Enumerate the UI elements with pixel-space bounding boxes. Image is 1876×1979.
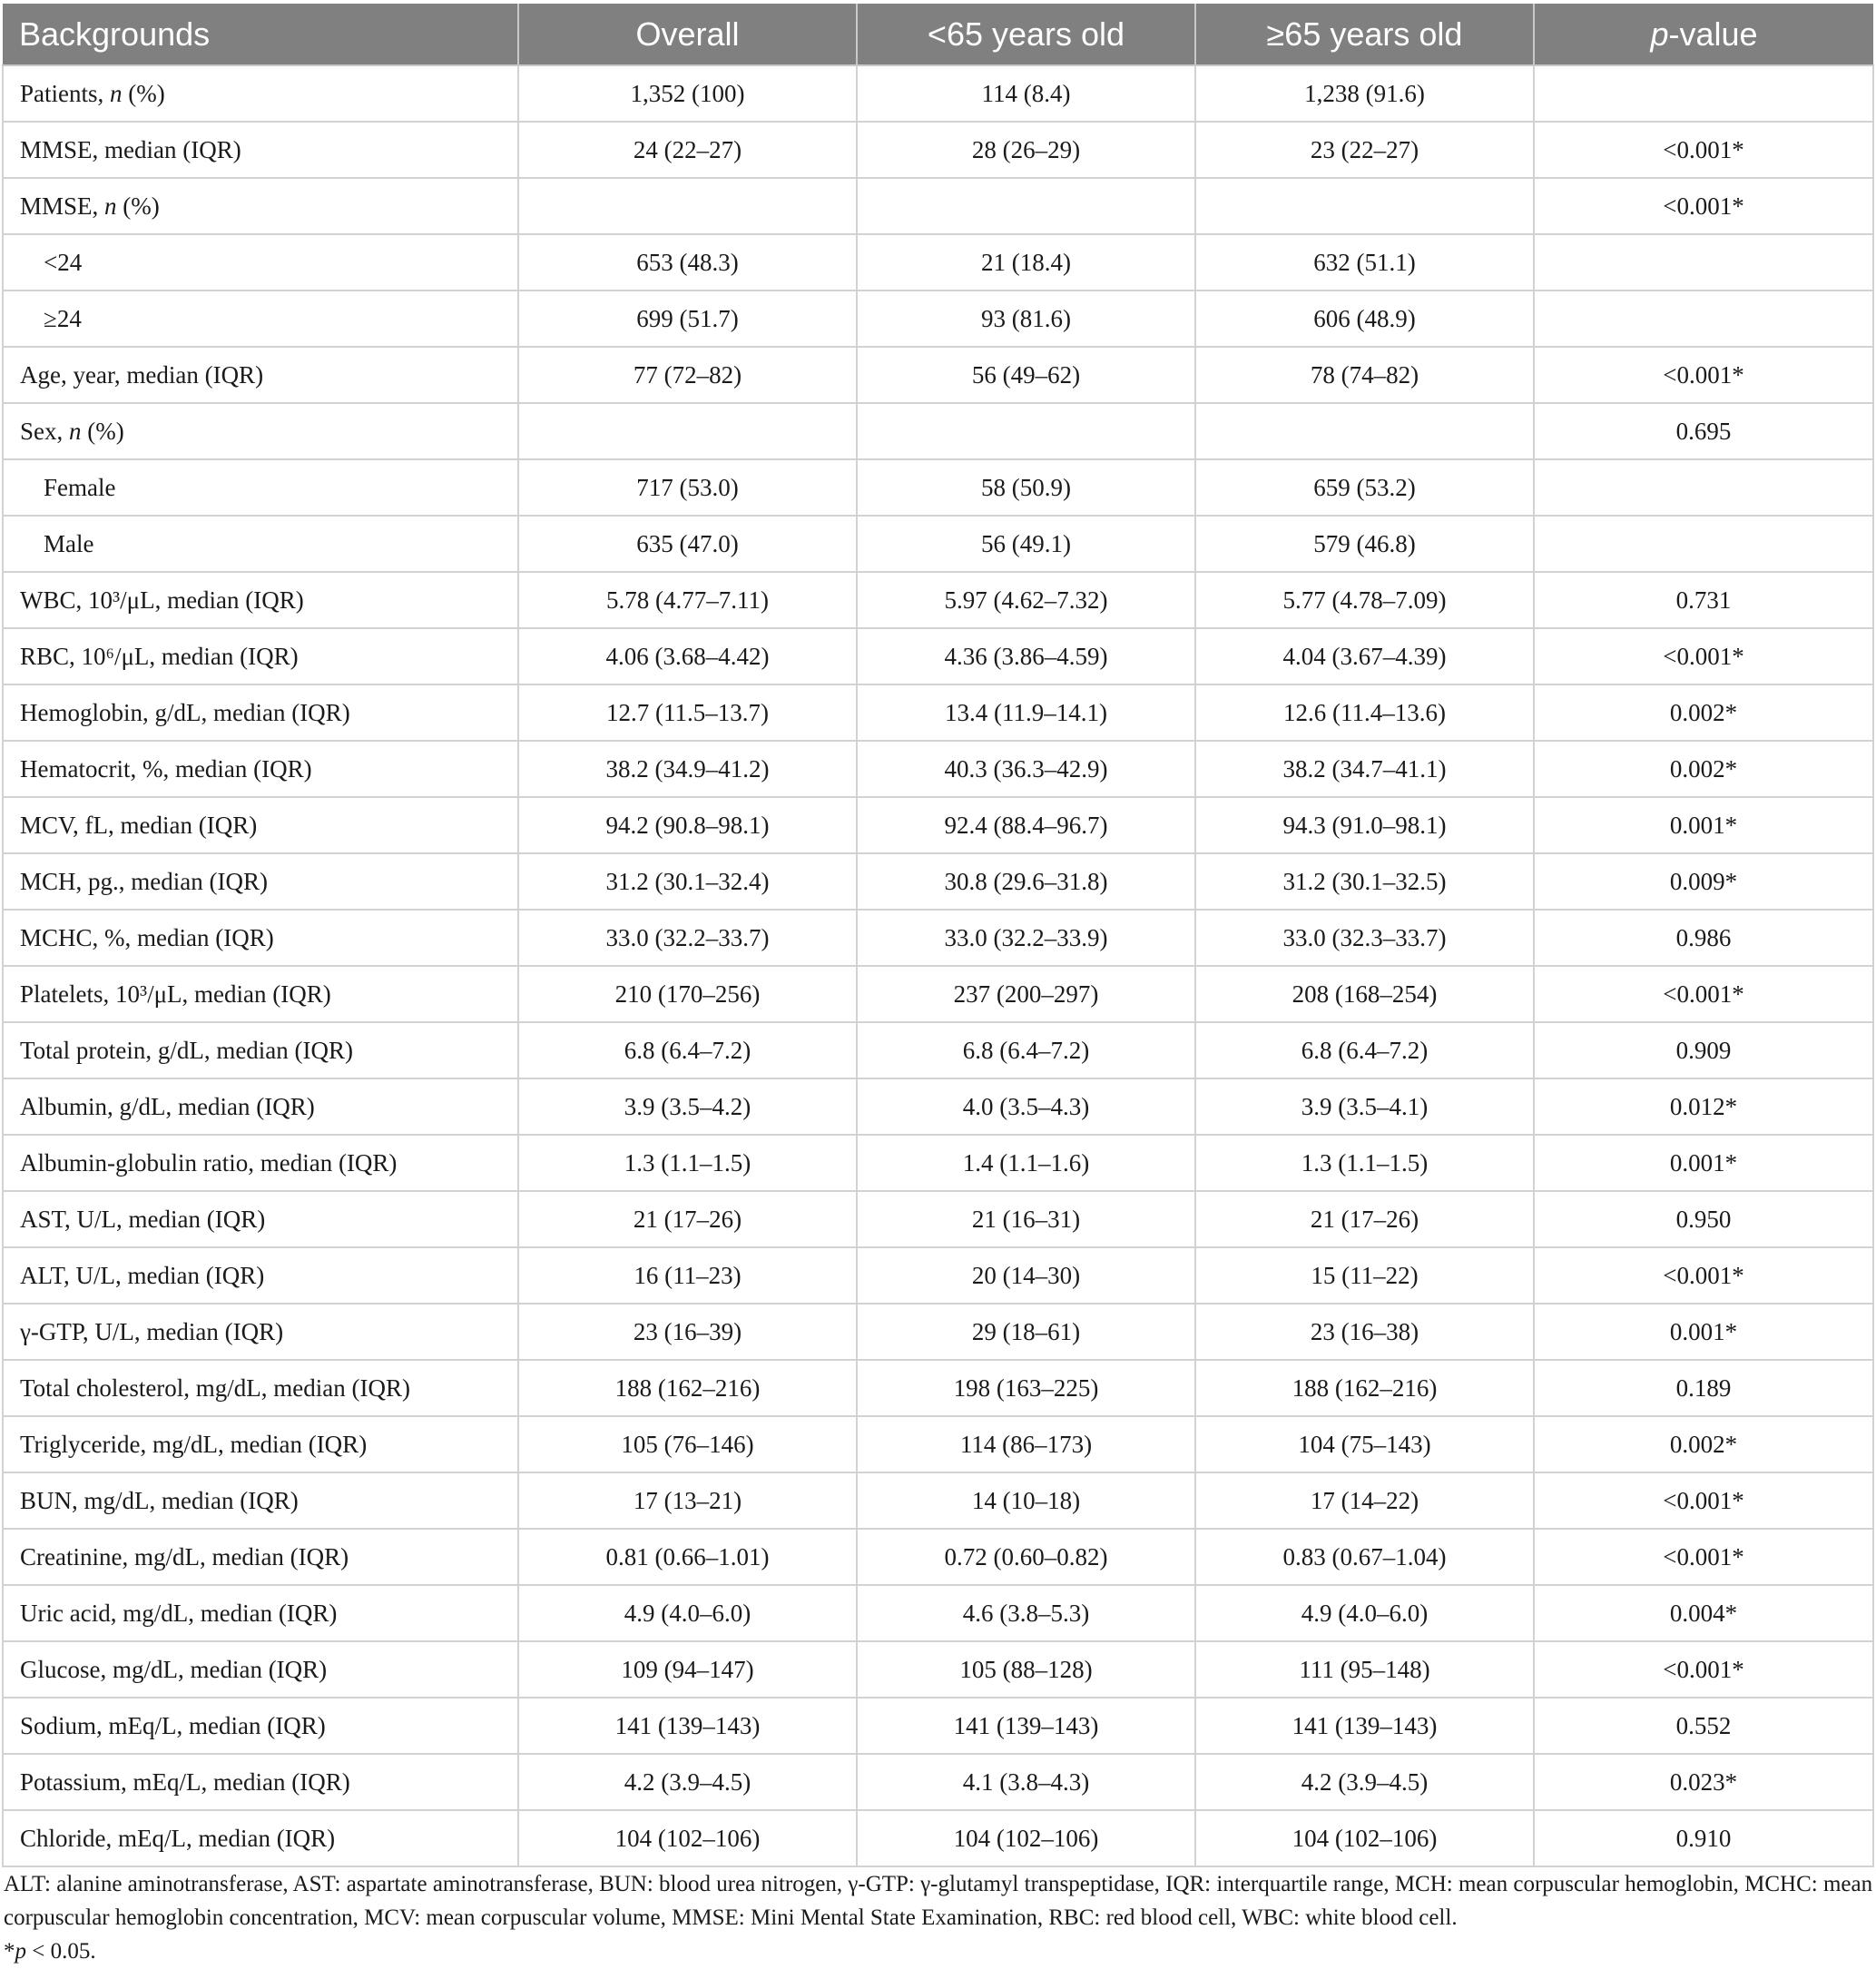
table-row — [3, 1472, 1873, 1529]
cell-65-and-over: 0.83 (0.67–1.04) — [1195, 1529, 1534, 1585]
table-row — [3, 684, 1873, 741]
table-body — [3, 65, 1873, 1866]
table-row — [3, 572, 1873, 628]
cell-65-and-over — [1195, 403, 1534, 459]
cell-overall: 699 (51.7) — [518, 290, 857, 347]
cell-p-value: 0.695 — [1534, 403, 1873, 459]
cell-p-value: 0.009* — [1534, 853, 1873, 910]
table-row — [3, 910, 1873, 966]
row-label: MMSE, n (%) — [3, 178, 518, 234]
table-row — [3, 1641, 1873, 1698]
cell-65-and-over: 1,238 (91.6) — [1195, 65, 1534, 122]
cell-under-65: 1.4 (1.1–1.6) — [857, 1135, 1195, 1191]
cell-overall: 38.2 (34.9–41.2) — [518, 741, 857, 797]
row-label: Age, year, median (IQR) — [3, 347, 518, 403]
cell-overall: 188 (162–216) — [518, 1360, 857, 1416]
table-row — [3, 1416, 1873, 1472]
baseline-characteristics-table — [2, 4, 1874, 1867]
header-row — [3, 4, 1873, 65]
cell-65-and-over: 606 (48.9) — [1195, 290, 1534, 347]
table-row — [3, 1360, 1873, 1416]
cell-p-value — [1534, 516, 1873, 572]
cell-overall: 1,352 (100) — [518, 65, 857, 122]
row-label: Creatinine, mg/dL, median (IQR) — [3, 1529, 518, 1585]
table-row — [3, 797, 1873, 853]
cell-p-value: <0.001* — [1534, 966, 1873, 1022]
row-label: Albumin, g/dL, median (IQR) — [3, 1078, 518, 1135]
cell-p-value: 0.986 — [1534, 910, 1873, 966]
table-row — [3, 1247, 1873, 1304]
cell-under-65: 4.36 (3.86–4.59) — [857, 628, 1195, 684]
row-label: Uric acid, mg/dL, median (IQR) — [3, 1585, 518, 1641]
abbreviations-note: ALT: alanine aminotransferase, AST: aspartate aminotransferase, BUN: blood urea nitrogen, γ-GTP: γ-glutamyl transpeptidase, IQR: interquartile range, MCH: mean corpuscular hemoglobin, MCHC: mean corpuscular hemoglobin concentration, MCV: mean corpuscular volume, MMSE: Mini Mental State Examination, RBC: red blood cell, WBC: white blood cell. — [4, 1872, 1873, 1930]
cell-p-value: <0.001* — [1534, 1641, 1873, 1698]
header-65-and-over: ≥65 years old — [1195, 4, 1534, 65]
table-row — [3, 1078, 1873, 1135]
header-p-value: p-value — [1534, 4, 1873, 65]
row-label: Chloride, mEq/L, median (IQR) — [3, 1810, 518, 1866]
cell-p-value — [1534, 459, 1873, 516]
cell-p-value: 0.002* — [1534, 684, 1873, 741]
cell-p-value: 0.950 — [1534, 1191, 1873, 1247]
cell-overall: 17 (13–21) — [518, 1472, 857, 1529]
cell-overall: 105 (76–146) — [518, 1416, 857, 1472]
row-label: Triglyceride, mg/dL, median (IQR) — [3, 1416, 518, 1472]
cell-65-and-over: 21 (17–26) — [1195, 1191, 1534, 1247]
cell-65-and-over: 23 (16–38) — [1195, 1304, 1534, 1360]
table-row — [3, 347, 1873, 403]
row-label: Total protein, g/dL, median (IQR) — [3, 1022, 518, 1078]
row-label: Total cholesterol, mg/dL, median (IQR) — [3, 1360, 518, 1416]
cell-p-value — [1534, 290, 1873, 347]
cell-p-value: <0.001* — [1534, 1529, 1873, 1585]
cell-65-and-over: 4.9 (4.0–6.0) — [1195, 1585, 1534, 1641]
cell-65-and-over: 6.8 (6.4–7.2) — [1195, 1022, 1534, 1078]
cell-overall: 24 (22–27) — [518, 122, 857, 178]
row-label: Glucose, mg/dL, median (IQR) — [3, 1641, 518, 1698]
cell-p-value: <0.001* — [1534, 628, 1873, 684]
cell-p-value: 0.552 — [1534, 1698, 1873, 1754]
cell-under-65: 58 (50.9) — [857, 459, 1195, 516]
cell-overall: 4.06 (3.68–4.42) — [518, 628, 857, 684]
cell-p-value: 0.001* — [1534, 797, 1873, 853]
table-row — [3, 178, 1873, 234]
cell-overall: 31.2 (30.1–32.4) — [518, 853, 857, 910]
cell-under-65: 6.8 (6.4–7.2) — [857, 1022, 1195, 1078]
cell-under-65: 4.6 (3.8–5.3) — [857, 1585, 1195, 1641]
cell-overall: 21 (17–26) — [518, 1191, 857, 1247]
cell-65-and-over: 12.6 (11.4–13.6) — [1195, 684, 1534, 741]
cell-p-value — [1534, 234, 1873, 290]
cell-overall: 717 (53.0) — [518, 459, 857, 516]
table-row — [3, 1754, 1873, 1810]
cell-65-and-over: 579 (46.8) — [1195, 516, 1534, 572]
significance-note: *p < 0.05. — [4, 1939, 96, 1964]
row-label: Hematocrit, %, median (IQR) — [3, 741, 518, 797]
cell-overall: 109 (94–147) — [518, 1641, 857, 1698]
row-label: ALT, U/L, median (IQR) — [3, 1247, 518, 1304]
cell-65-and-over: 208 (168–254) — [1195, 966, 1534, 1022]
cell-under-65: 14 (10–18) — [857, 1472, 1195, 1529]
cell-overall: 104 (102–106) — [518, 1810, 857, 1866]
row-label: ≥24 — [3, 290, 518, 347]
header-overall: Overall — [518, 4, 857, 65]
row-label: Male — [3, 516, 518, 572]
row-label: AST, U/L, median (IQR) — [3, 1191, 518, 1247]
row-label: Platelets, 10³/μL, median (IQR) — [3, 966, 518, 1022]
cell-under-65: 56 (49.1) — [857, 516, 1195, 572]
cell-under-65: 56 (49–62) — [857, 347, 1195, 403]
cell-under-65: 104 (102–106) — [857, 1810, 1195, 1866]
cell-under-65: 13.4 (11.9–14.1) — [857, 684, 1195, 741]
cell-overall: 6.8 (6.4–7.2) — [518, 1022, 857, 1078]
table-row — [3, 1698, 1873, 1754]
cell-65-and-over: 632 (51.1) — [1195, 234, 1534, 290]
cell-65-and-over: 1.3 (1.1–1.5) — [1195, 1135, 1534, 1191]
row-label: MCH, pg., median (IQR) — [3, 853, 518, 910]
cell-under-65: 28 (26–29) — [857, 122, 1195, 178]
cell-65-and-over: 15 (11–22) — [1195, 1247, 1534, 1304]
cell-under-65: 0.72 (0.60–0.82) — [857, 1529, 1195, 1585]
cell-under-65: 114 (86–173) — [857, 1416, 1195, 1472]
cell-overall: 0.81 (0.66–1.01) — [518, 1529, 857, 1585]
cell-p-value: 0.001* — [1534, 1135, 1873, 1191]
cell-p-value: <0.001* — [1534, 1247, 1873, 1304]
cell-65-and-over: 94.3 (91.0–98.1) — [1195, 797, 1534, 853]
table-row — [3, 1191, 1873, 1247]
table-row — [3, 853, 1873, 910]
row-label: MMSE, median (IQR) — [3, 122, 518, 178]
table-row — [3, 234, 1873, 290]
row-label: Sex, n (%) — [3, 403, 518, 459]
row-label: WBC, 10³/μL, median (IQR) — [3, 572, 518, 628]
cell-overall: 33.0 (32.2–33.7) — [518, 910, 857, 966]
cell-under-65: 21 (18.4) — [857, 234, 1195, 290]
cell-under-65: 5.97 (4.62–7.32) — [857, 572, 1195, 628]
cell-under-65: 4.1 (3.8–4.3) — [857, 1754, 1195, 1810]
cell-overall: 16 (11–23) — [518, 1247, 857, 1304]
cell-65-and-over: 23 (22–27) — [1195, 122, 1534, 178]
cell-under-65: 21 (16–31) — [857, 1191, 1195, 1247]
cell-p-value: <0.001* — [1534, 122, 1873, 178]
cell-65-and-over: 104 (102–106) — [1195, 1810, 1534, 1866]
cell-overall — [518, 178, 857, 234]
cell-overall: 5.78 (4.77–7.11) — [518, 572, 857, 628]
table-row — [3, 1585, 1873, 1641]
cell-under-65: 93 (81.6) — [857, 290, 1195, 347]
cell-under-65 — [857, 403, 1195, 459]
table-footnotes — [4, 1867, 1873, 1968]
cell-65-and-over: 659 (53.2) — [1195, 459, 1534, 516]
cell-under-65 — [857, 178, 1195, 234]
row-label: Hemoglobin, g/dL, median (IQR) — [3, 684, 518, 741]
cell-under-65: 105 (88–128) — [857, 1641, 1195, 1698]
table-row — [3, 1810, 1873, 1866]
table-row — [3, 1304, 1873, 1360]
cell-under-65: 237 (200–297) — [857, 966, 1195, 1022]
cell-p-value: 0.001* — [1534, 1304, 1873, 1360]
cell-overall: 3.9 (3.5–4.2) — [518, 1078, 857, 1135]
header-backgrounds: Backgrounds — [3, 4, 518, 65]
row-label: γ-GTP, U/L, median (IQR) — [3, 1304, 518, 1360]
cell-65-and-over: 31.2 (30.1–32.5) — [1195, 853, 1534, 910]
cell-p-value: 0.012* — [1534, 1078, 1873, 1135]
cell-overall: 4.2 (3.9–4.5) — [518, 1754, 857, 1810]
table-row — [3, 403, 1873, 459]
table-row — [3, 1529, 1873, 1585]
table-header — [3, 4, 1873, 65]
table-row — [3, 459, 1873, 516]
cell-p-value — [1534, 65, 1873, 122]
cell-p-value: 0.731 — [1534, 572, 1873, 628]
cell-overall — [518, 403, 857, 459]
table-row — [3, 65, 1873, 122]
cell-65-and-over: 5.77 (4.78–7.09) — [1195, 572, 1534, 628]
cell-overall: 653 (48.3) — [518, 234, 857, 290]
cell-p-value: <0.001* — [1534, 347, 1873, 403]
cell-under-65: 40.3 (36.3–42.9) — [857, 741, 1195, 797]
cell-65-and-over: 38.2 (34.7–41.1) — [1195, 741, 1534, 797]
cell-65-and-over: 78 (74–82) — [1195, 347, 1534, 403]
cell-65-and-over: 33.0 (32.3–33.7) — [1195, 910, 1534, 966]
cell-65-and-over: 104 (75–143) — [1195, 1416, 1534, 1472]
row-label: Albumin-globulin ratio, median (IQR) — [3, 1135, 518, 1191]
cell-p-value: 0.002* — [1534, 1416, 1873, 1472]
cell-overall: 210 (170–256) — [518, 966, 857, 1022]
cell-overall: 12.7 (11.5–13.7) — [518, 684, 857, 741]
table-row — [3, 122, 1873, 178]
table-row — [3, 516, 1873, 572]
cell-under-65: 20 (14–30) — [857, 1247, 1195, 1304]
row-label: Female — [3, 459, 518, 516]
cell-65-and-over — [1195, 178, 1534, 234]
cell-65-and-over: 17 (14–22) — [1195, 1472, 1534, 1529]
row-label: RBC, 10⁶/μL, median (IQR) — [3, 628, 518, 684]
header-under-65: <65 years old — [857, 4, 1195, 65]
cell-65-and-over: 4.2 (3.9–4.5) — [1195, 1754, 1534, 1810]
row-label: <24 — [3, 234, 518, 290]
cell-under-65: 92.4 (88.4–96.7) — [857, 797, 1195, 853]
cell-p-value: 0.189 — [1534, 1360, 1873, 1416]
cell-under-65: 198 (163–225) — [857, 1360, 1195, 1416]
cell-overall: 94.2 (90.8–98.1) — [518, 797, 857, 853]
cell-overall: 635 (47.0) — [518, 516, 857, 572]
cell-p-value: 0.910 — [1534, 1810, 1873, 1866]
cell-p-value: 0.002* — [1534, 741, 1873, 797]
cell-overall: 141 (139–143) — [518, 1698, 857, 1754]
cell-under-65: 29 (18–61) — [857, 1304, 1195, 1360]
cell-65-and-over: 3.9 (3.5–4.1) — [1195, 1078, 1534, 1135]
cell-p-value: 0.004* — [1534, 1585, 1873, 1641]
cell-65-and-over: 111 (95–148) — [1195, 1641, 1534, 1698]
table-row — [3, 741, 1873, 797]
cell-under-65: 4.0 (3.5–4.3) — [857, 1078, 1195, 1135]
row-label: BUN, mg/dL, median (IQR) — [3, 1472, 518, 1529]
cell-65-and-over: 4.04 (3.67–4.39) — [1195, 628, 1534, 684]
table-row — [3, 290, 1873, 347]
cell-under-65: 114 (8.4) — [857, 65, 1195, 122]
cell-under-65: 30.8 (29.6–31.8) — [857, 853, 1195, 910]
cell-under-65: 141 (139–143) — [857, 1698, 1195, 1754]
row-label: Patients, n (%) — [3, 65, 518, 122]
cell-p-value: <0.001* — [1534, 1472, 1873, 1529]
cell-overall: 23 (16–39) — [518, 1304, 857, 1360]
row-label: MCHC, %, median (IQR) — [3, 910, 518, 966]
cell-overall: 1.3 (1.1–1.5) — [518, 1135, 857, 1191]
table-row — [3, 1022, 1873, 1078]
row-label: Sodium, mEq/L, median (IQR) — [3, 1698, 518, 1754]
cell-65-and-over: 141 (139–143) — [1195, 1698, 1534, 1754]
table-row — [3, 966, 1873, 1022]
cell-p-value: <0.001* — [1534, 178, 1873, 234]
cell-overall: 4.9 (4.0–6.0) — [518, 1585, 857, 1641]
cell-p-value: 0.023* — [1534, 1754, 1873, 1810]
table-row — [3, 1135, 1873, 1191]
cell-overall: 77 (72–82) — [518, 347, 857, 403]
cell-p-value: 0.909 — [1534, 1022, 1873, 1078]
row-label: Potassium, mEq/L, median (IQR) — [3, 1754, 518, 1810]
row-label: MCV, fL, median (IQR) — [3, 797, 518, 853]
table-row — [3, 628, 1873, 684]
cell-under-65: 33.0 (32.2–33.9) — [857, 910, 1195, 966]
cell-65-and-over: 188 (162–216) — [1195, 1360, 1534, 1416]
